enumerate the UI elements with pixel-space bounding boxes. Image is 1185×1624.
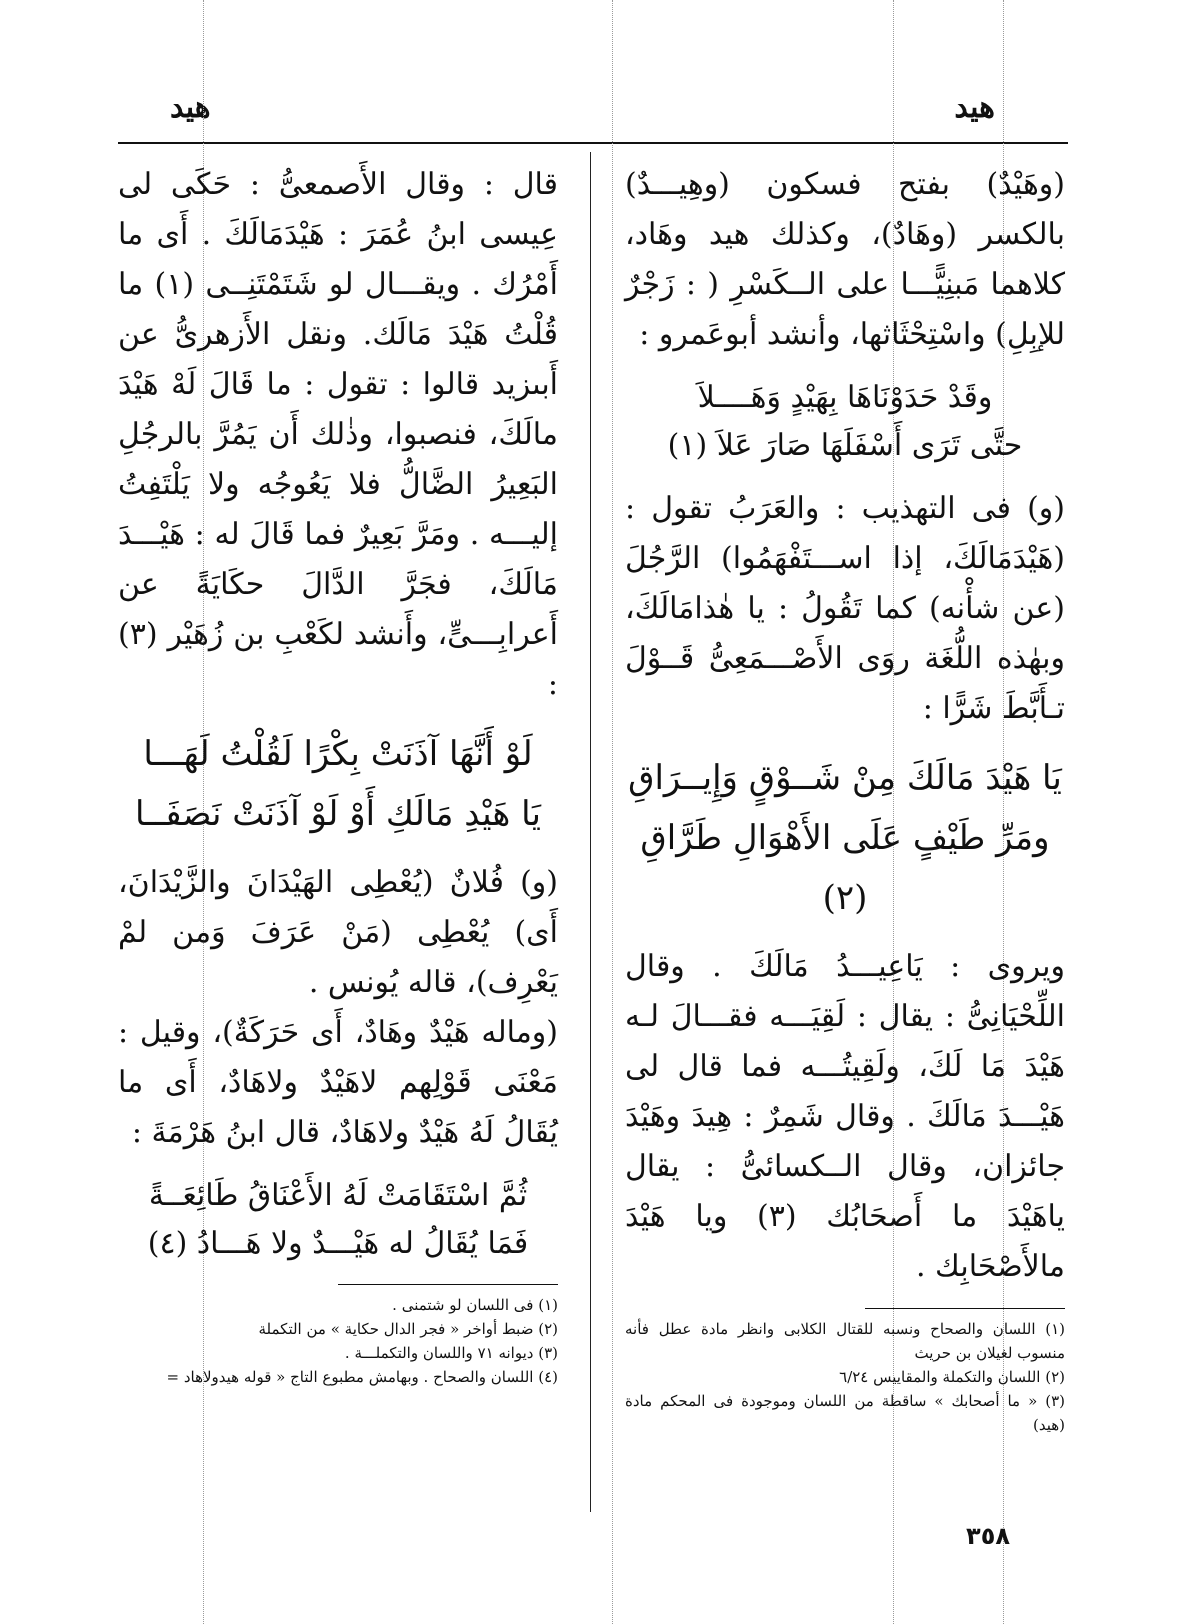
footnote: (٢) اللسان والتكملة والمقاييس ٦/٢٤ (839, 1368, 1065, 1386)
verse-line: وقَدْ حَدَوْنَاهَا بِهَيْدٍ وَهَــــلاَ (697, 380, 993, 415)
paragraph: قال : وقال الأَصمعىُّ : حَكَى لى عِيسى ابنُ عُمَرَ : هَيْدَمَالَكَ . أَى ما أَمْرُك . ويقـــال لو شَتَمْتَنِــى (١) ما قُلْتُ هَيْدَ مَالَك. ونقل الأَزهرىُّ عن أَبىزيد قالوا : تقول : ما قَالَ لَهْ هَيْدَ مالَكَ، فنصبوا، وذٰلك أَن يَمُرَّ بالرجُلِ البَعِيرُ الضَّالُّ فلا يَعُوجُه ولا يَلْتَفِتُ إليـــه . ومَرَّ بَعِيرٌ فما قَالَ له : هَيْـــدَ مَالَكَ، فجَرَّ الدَّالَ حكَايَةً عن أَعرابِـــىٍّ، وأَنشد لكَعْبِ بن زُهَيْر (٣) : (118, 167, 558, 702)
paragraph: (و) فُلانٌ (يُعْطِى الهَيْدَانَ والزَّيْدَانَ، أَى) يُعْطِى (مَنْ عَرَفَ وَمن لمْ يَعْرِف)، قاله يُونس . (118, 865, 558, 1000)
footnote-rule (338, 1284, 558, 1285)
verse-line: يَا هَيْدِ مَالَكِ أَوْ لَوْ آذَنَتْ نَصَفَــا (135, 794, 541, 834)
running-header-left: هيد (170, 90, 211, 125)
footnote: (٣) « ما أصحابك » ساقطة من اللسان وموجودة فى المحكم مادة (هيد) (625, 1392, 1065, 1434)
right-column (625, 160, 1065, 1437)
footnotes (625, 1317, 1065, 1437)
paragraph: (وماله هَيْدٌ وهَادٌ، أَى حَرَكَةٌ)، وقيل : مَعْنَى قَوْلِهم لاهَيْدٌ ولاهَادٌ، أَى ما يُقَالُ لَهُ هَيْدٌ ولاهَادٌ، قال ابنُ هَرْمَةَ : (118, 1015, 558, 1150)
footnote: (٤) اللسان والصحاح . وبهامش مطبوع التاج « قوله هيدولاهاد = (166, 1368, 558, 1386)
footnote-rule (865, 1308, 1065, 1309)
paragraph: (و) فى التهذيب : والعَرَبُ تقول : (هَيْدَمَالَكَ، إذا اســـتَفْهَمُوا) الرَّجُلَ (عن شأْنه) كما تَقُولُ : يا هٰذامَالَكَ، وبهٰذه اللُّغَة روَى الأَصْـــمَعِىُّ قَــوْلَ تـأَبَّطَ شَرًّا : (625, 491, 1065, 726)
poem-verse (625, 748, 1065, 928)
running-header-right: هيد (954, 90, 995, 125)
column-divider (590, 152, 591, 1512)
left-column (118, 160, 558, 1389)
paragraph: (وهَيْدٌ) بفتح فسكون (وهِيـــدٌ) بالكسر (وهَادٌ)، وكذلك هيد وهَاد، كلاهما مَبنِيًّـــا على الــكَسْرِ ( : زَجْرٌ للإبِلِ) واسْتِحْثَاثها، وأنشد أبوعَمرو : (625, 167, 1065, 352)
verse-line: فَمَا يُقَالُ له هَيْـــدٌ ولا هَـــادُ (٤) (147, 1226, 529, 1261)
footnote: (٣) ديوانه ٧١ واللسان والتكملـــة . (344, 1344, 558, 1362)
poem-verse (118, 724, 558, 844)
paragraph: ويروى : يَاعِيـــدُ مَالَكَ . وقال اللِّحْيَانِىُّ : يقال : لَقِيَـــه فقـــالَ لـه هَيْدَ مَا لَكَ، ولَقِيتُـــه فما قال لى هَيْـــدَ مَالَكَ . وقال شَمِرٌ : هِيدَ وهَيْدَ جائزان، وقال الــكسائىُّ : يقال ياهَيْدَ ما أَصحَابُك (٣) ويا هَيْدَ مالأَصْحَابِك . (625, 949, 1065, 1284)
verse-line: لَوْ أَنَّهَا آذَنَتْ بِكْرًا لَقُلْتُ لَهَـــا (143, 734, 533, 774)
footnote: (١) فى اللسان لو شتمنى . (392, 1296, 558, 1314)
footnote: (٢) ضبط أواخر « فجر الدال حكاية » من التكملة (258, 1320, 558, 1338)
scan-guide-line (612, 0, 613, 1624)
verse-line: ثُمَّ اسْتَقَامَتْ لَهُ الأَعْنَاقُ طَائِعَــةً (148, 1178, 528, 1213)
verse-line: ومَرِّ طَيْفٍ عَلَى الأَهْوَالِ طَرَّاقِ (٢) (640, 818, 1050, 918)
verse-line: يَا هَيْدَ مَالَكَ مِنْ شَــوْقٍ وَإِيــرَاقِ (628, 758, 1062, 798)
verse-line: حتَّى تَرَى أَسْفَلَهَا صَارَ عَلاَ (١) (667, 428, 1023, 463)
footnote: (١) اللسان والصحاح ونسبه للقتال الكلابى وانظر مادة عطل فأنه منسوب لغيلان بن حريث (625, 1320, 1065, 1362)
header-rule (118, 142, 1068, 144)
poem-verse (625, 374, 1065, 470)
footnotes (118, 1293, 558, 1389)
poem-verse (118, 1172, 558, 1268)
page-number: ٣٥٨ (966, 1522, 1010, 1550)
